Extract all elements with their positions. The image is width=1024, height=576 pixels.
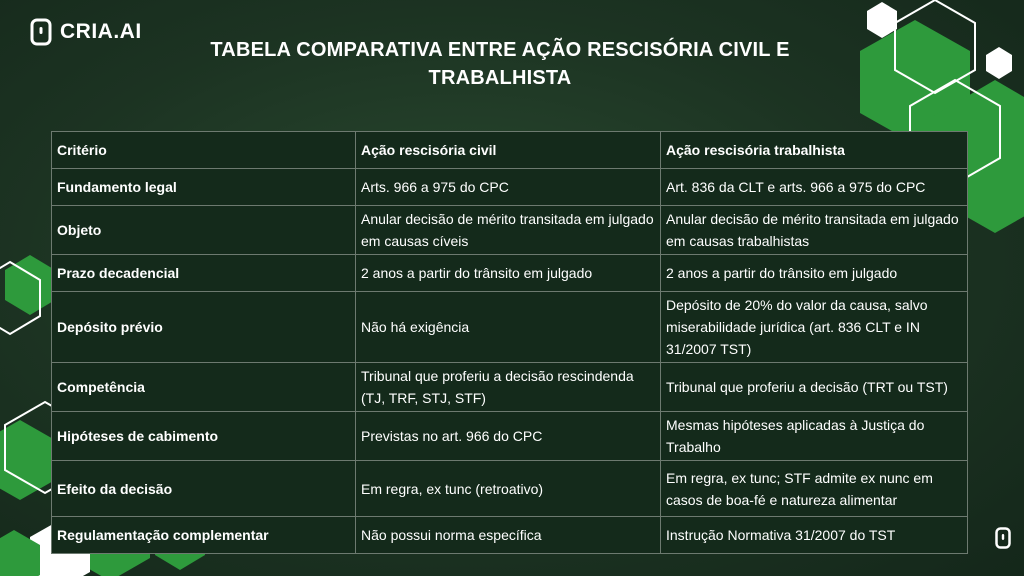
hexagon-shape — [986, 47, 1012, 79]
criterion-cell: Regulamentação complementar — [52, 517, 356, 554]
civil-cell: Previstas no art. 966 do CPC — [356, 412, 661, 461]
table-row — [52, 461, 968, 517]
civil-cell: Tribunal que proferiu a decisão rescindenda (TJ, TRF, STJ, STF) — [356, 363, 661, 412]
column-header-trabalhista: Ação rescisória trabalhista — [661, 132, 968, 169]
table-row — [52, 292, 968, 363]
criterion-cell: Efeito da decisão — [52, 461, 356, 517]
table-row — [52, 412, 968, 461]
page-title — [180, 36, 820, 92]
hexagon-shape — [867, 2, 897, 38]
trabalhista-cell: Art. 836 da CLT e arts. 966 a 975 do CPC — [661, 169, 968, 206]
trabalhista-cell: Depósito de 20% do valor da causa, salvo miserabilidade jurídica (art. 836 CLT e IN 31/2007 TST) — [661, 292, 968, 363]
criterion-cell: Competência — [52, 363, 356, 412]
brand-logo-icon — [30, 18, 52, 46]
trabalhista-cell: Instrução Normativa 31/2007 do TST — [661, 517, 968, 554]
civil-cell: Arts. 966 a 975 do CPC — [356, 169, 661, 206]
page-title-line-1: TABELA COMPARATIVA ENTRE AÇÃO RESCISÓRIA CIVIL E — [210, 39, 790, 61]
trabalhista-cell: Anular decisão de mérito transitada em julgado em causas trabalhistas — [661, 206, 968, 255]
table-header-row — [52, 132, 968, 169]
criterion-cell: Hipóteses de cabimento — [52, 412, 356, 461]
civil-cell: Anular decisão de mérito transitada em julgado em causas cíveis — [356, 206, 661, 255]
table-row — [52, 517, 968, 554]
column-header-civil: Ação rescisória civil — [356, 132, 661, 169]
civil-cell: Não há exigência — [356, 292, 661, 363]
table-row — [52, 206, 968, 255]
page-title-line-2: TRABALHISTA — [428, 67, 572, 89]
brand-name: CRIA.AI — [60, 20, 142, 43]
comparison-table — [51, 131, 968, 554]
trabalhista-cell: Tribunal que proferiu a decisão (TRT ou TST) — [661, 363, 968, 412]
table-row — [52, 169, 968, 206]
trabalhista-cell: Em regra, ex tunc; STF admite ex nunc em casos de boa-fé e natureza alimentar — [661, 461, 968, 517]
brand-mark-icon — [995, 527, 1011, 549]
civil-cell: 2 anos a partir do trânsito em julgado — [356, 255, 661, 292]
column-header-criterio: Critério — [52, 132, 356, 169]
criterion-cell: Depósito prévio — [52, 292, 356, 363]
civil-cell: Em regra, ex tunc (retroativo) — [356, 461, 661, 517]
table-row — [52, 363, 968, 412]
civil-cell: Não possui norma específica — [356, 517, 661, 554]
criterion-cell: Objeto — [52, 206, 356, 255]
trabalhista-cell: Mesmas hipóteses aplicadas à Justiça do Trabalho — [661, 412, 968, 461]
criterion-cell: Prazo decadencial — [52, 255, 356, 292]
trabalhista-cell: 2 anos a partir do trânsito em julgado — [661, 255, 968, 292]
criterion-cell: Fundamento legal — [52, 169, 356, 206]
brand-logo — [30, 18, 142, 46]
table-row — [52, 255, 968, 292]
hexagon-shape — [0, 420, 55, 500]
